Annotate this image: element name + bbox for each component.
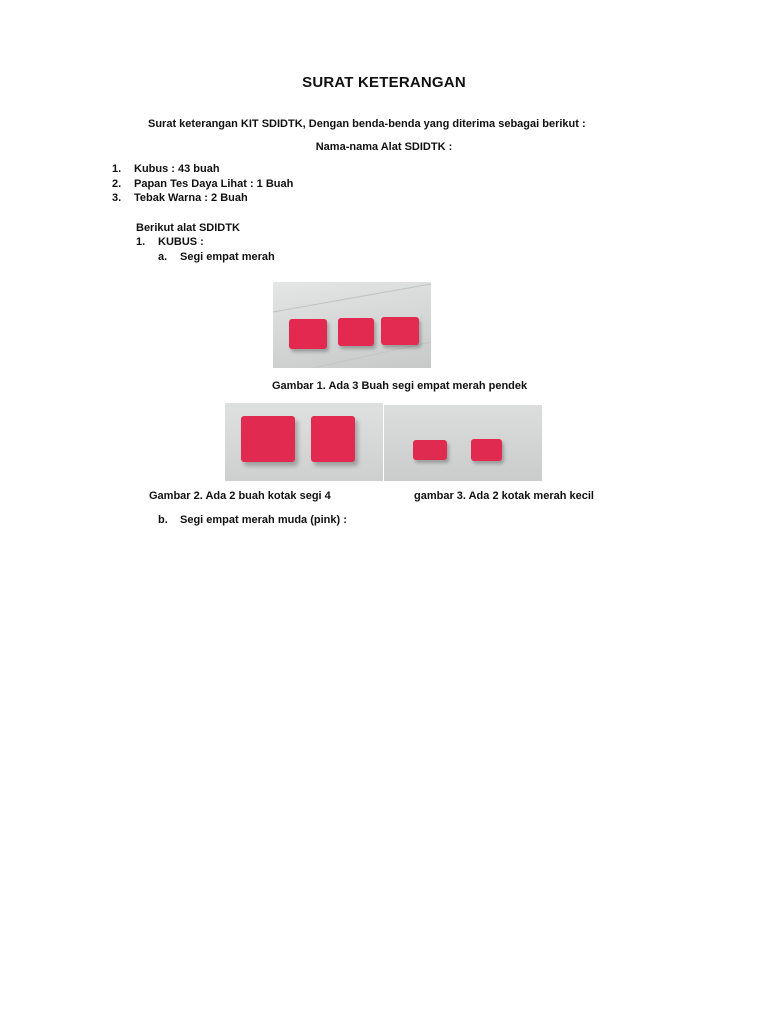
list-item-number: 3. xyxy=(112,192,122,204)
section-heading: Berikut alat SDIDTK xyxy=(136,222,240,234)
sub-sub-item-text: Segi empat merah muda (pink) : xyxy=(180,514,347,526)
red-block xyxy=(413,440,447,460)
sub-sub-item-letter: a. xyxy=(158,251,168,263)
red-block xyxy=(338,318,374,346)
sub-sub-item-a xyxy=(158,251,275,263)
sub-sub-item-b xyxy=(158,514,347,526)
list-item xyxy=(112,163,220,175)
list-item-text: Papan Tes Daya Lihat : 1 Buah xyxy=(134,178,294,190)
red-block xyxy=(471,439,502,461)
sub-item-kubus xyxy=(136,236,204,248)
figure-caption-1: Gambar 1. Ada 3 Buah segi empat merah pendek xyxy=(272,380,528,392)
red-block xyxy=(311,416,355,462)
sub-item-text: KUBUS : xyxy=(158,236,204,248)
sub-sub-item-letter: b. xyxy=(158,514,168,526)
red-block xyxy=(381,317,419,345)
list-item-text: Kubus : 43 buah xyxy=(134,163,220,175)
list-item xyxy=(112,178,293,190)
document-title: SURAT KETERANGAN xyxy=(302,74,466,91)
list-subheading: Nama-nama Alat SDIDTK : xyxy=(315,141,453,153)
photo-three-red-blocks xyxy=(273,282,431,368)
red-block xyxy=(289,319,327,349)
sub-sub-item-text: Segi empat merah xyxy=(180,251,275,263)
red-block xyxy=(241,416,295,462)
sub-item-number: 1. xyxy=(136,236,146,248)
photo-two-large-red-blocks xyxy=(225,403,383,481)
list-item-number: 2. xyxy=(112,178,122,190)
list-item-number: 1. xyxy=(112,163,122,175)
figure-caption-2: Gambar 2. Ada 2 buah kotak segi 4 xyxy=(149,490,331,502)
list-item-text: Tebak Warna : 2 Buah xyxy=(134,192,248,204)
photo-two-small-red-blocks xyxy=(384,405,542,481)
list-item xyxy=(112,192,248,204)
intro-text: Surat keterangan KIT SDIDTK, Dengan benda-benda yang diterima sebagai berikut : xyxy=(148,118,586,130)
figure-caption-3: gambar 3. Ada 2 kotak merah kecil xyxy=(414,490,594,502)
